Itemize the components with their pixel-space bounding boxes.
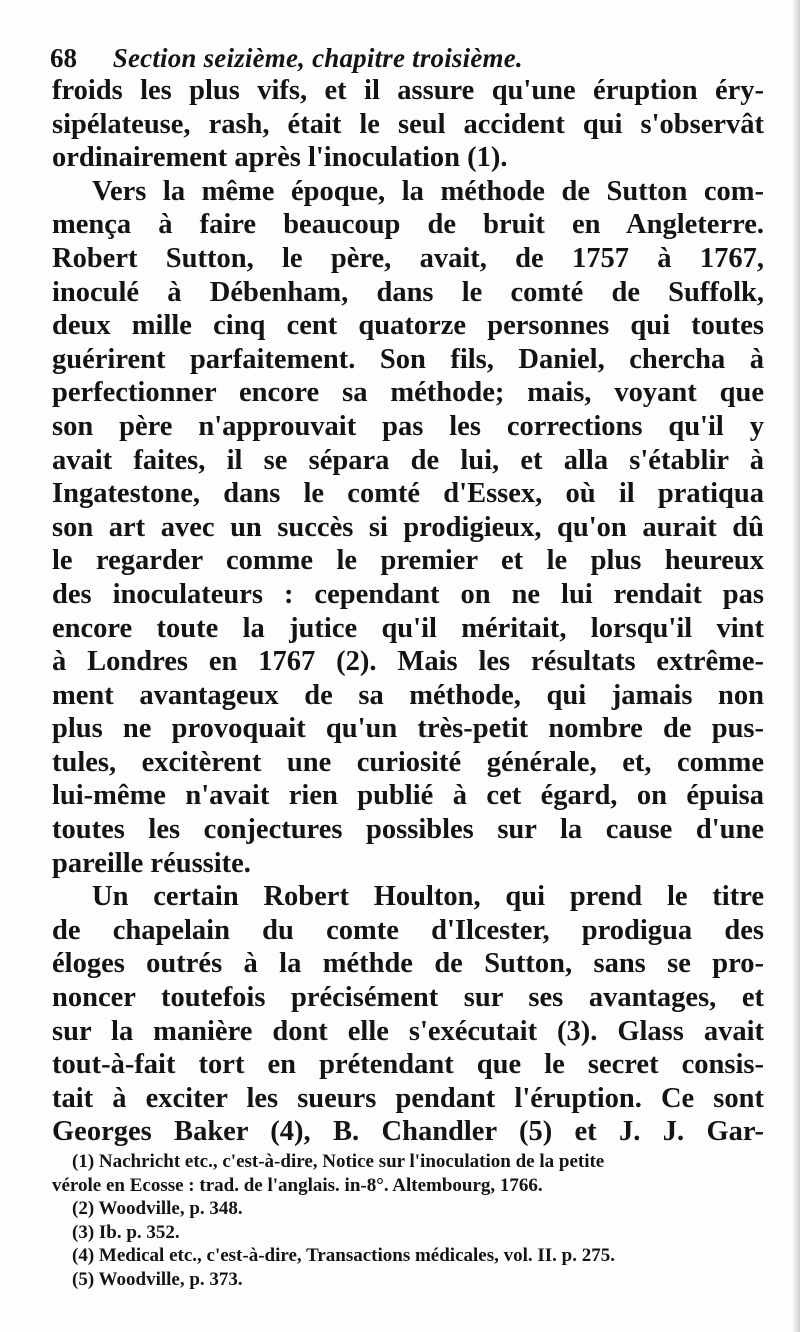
text-line: ordinairement après l'inoculation (1).	[52, 142, 508, 174]
text-line: plus ne provoquait qu'un très-petit nombre de pus-	[52, 713, 764, 745]
text-line: des inoculateurs : cependant on ne lui rendait pas	[52, 578, 764, 610]
text-line: guérirent parfaitement. Son fils, Daniel, chercha à	[52, 343, 764, 375]
text-line: à Londres en 1767 (2). Mais les résultats extrême-	[52, 646, 764, 678]
text-line: de chapelain du comte d'Ilcester, prodigua des	[52, 914, 764, 946]
text-line: inoculé à Débenham, dans le comté de Suffolk,	[52, 276, 764, 308]
page-header	[50, 38, 760, 78]
text-line: son père n'approuvait pas les corrections qu'il y	[52, 410, 764, 442]
footnotes	[52, 1150, 764, 1291]
footnote-line: (2) Woodville, p. 348.	[72, 1198, 243, 1219]
text-line: le regarder comme le premier et le plus heureux	[52, 545, 764, 577]
footnote-line: (3) Ib. p. 352.	[72, 1221, 180, 1243]
footnote-line: vérole en Ecosse : trad. de l'anglais. in-8°. Altembourg, 1766.	[52, 1174, 543, 1196]
text-line: sur la manière dont elle s'exécutait (3). Glass avait	[52, 1015, 764, 1047]
text-line: pareille réussite.	[52, 847, 251, 879]
text-line: lui-même n'avait rien publié à cet égard, on épuisa	[52, 780, 764, 812]
page-edge-shadow	[792, 0, 800, 1332]
text-line: tout-à-fait tort en prétendant que le secret consis-	[52, 1049, 764, 1081]
page-number: 68	[50, 43, 77, 73]
text-line: encore toute la jutice qu'il méritait, lorsqu'il vint	[52, 612, 764, 644]
footnote-line: (1) Nachricht etc., c'est-à-dire, Notice sur l'inoculation de la petite	[72, 1151, 605, 1172]
text-line: son art avec un succès si prodigieux, qu'on aurait dû	[52, 511, 764, 543]
body-text	[52, 74, 764, 1149]
text-line: Vers la même époque, la méthode de Sutton com-	[92, 175, 764, 207]
text-line: avait faites, il se sépara de lui, et alla s'établir à	[52, 444, 764, 476]
running-head: Section seizième, chapitre troisième.	[112, 43, 523, 73]
footnote-line: (5) Woodville, p. 373.	[72, 1268, 243, 1290]
text-line: ment avantageux de sa méthode, qui jamais non	[52, 679, 764, 711]
footnote-line: (4) Medical etc., c'est-à-dire, Transactions médicales, vol. II. p. 275.	[72, 1245, 616, 1266]
text-line: Ingatestone, dans le comté d'Essex, où il pratiqua	[52, 478, 764, 510]
text-line: noncer toutefois précisément sur ses avantages, et	[52, 982, 764, 1014]
text-line: sipélateuse, rash, était le seul accident qui s'observât	[52, 108, 764, 140]
text-line: tules, excitèrent une curiosité générale, et, comme	[52, 746, 764, 778]
text-line: éloges outrés à la méthde de Sutton, sans se pro-	[52, 948, 764, 980]
text-line: deux mille cinq cent quatorze personnes qui toutes	[52, 310, 764, 342]
text-line: toutes les conjectures possibles sur la cause d'une	[52, 814, 764, 846]
text-line: Georges Baker (4), B. Chandler (5) et J. J. Gar-	[52, 1116, 764, 1148]
text-line: mença à faire beaucoup de bruit en Angleterre.	[52, 209, 764, 241]
text-line: froids les plus vifs, et il assure qu'une éruption éry-	[52, 75, 764, 106]
text-line: Robert Sutton, le père, avait, de 1757 à 1767,	[52, 242, 764, 274]
text-line: perfectionner encore sa méthode; mais, voyant que	[52, 377, 764, 409]
text-line: Un certain Robert Houlton, qui prend le titre	[92, 881, 764, 913]
text-line: tait à exciter les sueurs pendant l'éruption. Ce sont	[52, 1082, 764, 1114]
